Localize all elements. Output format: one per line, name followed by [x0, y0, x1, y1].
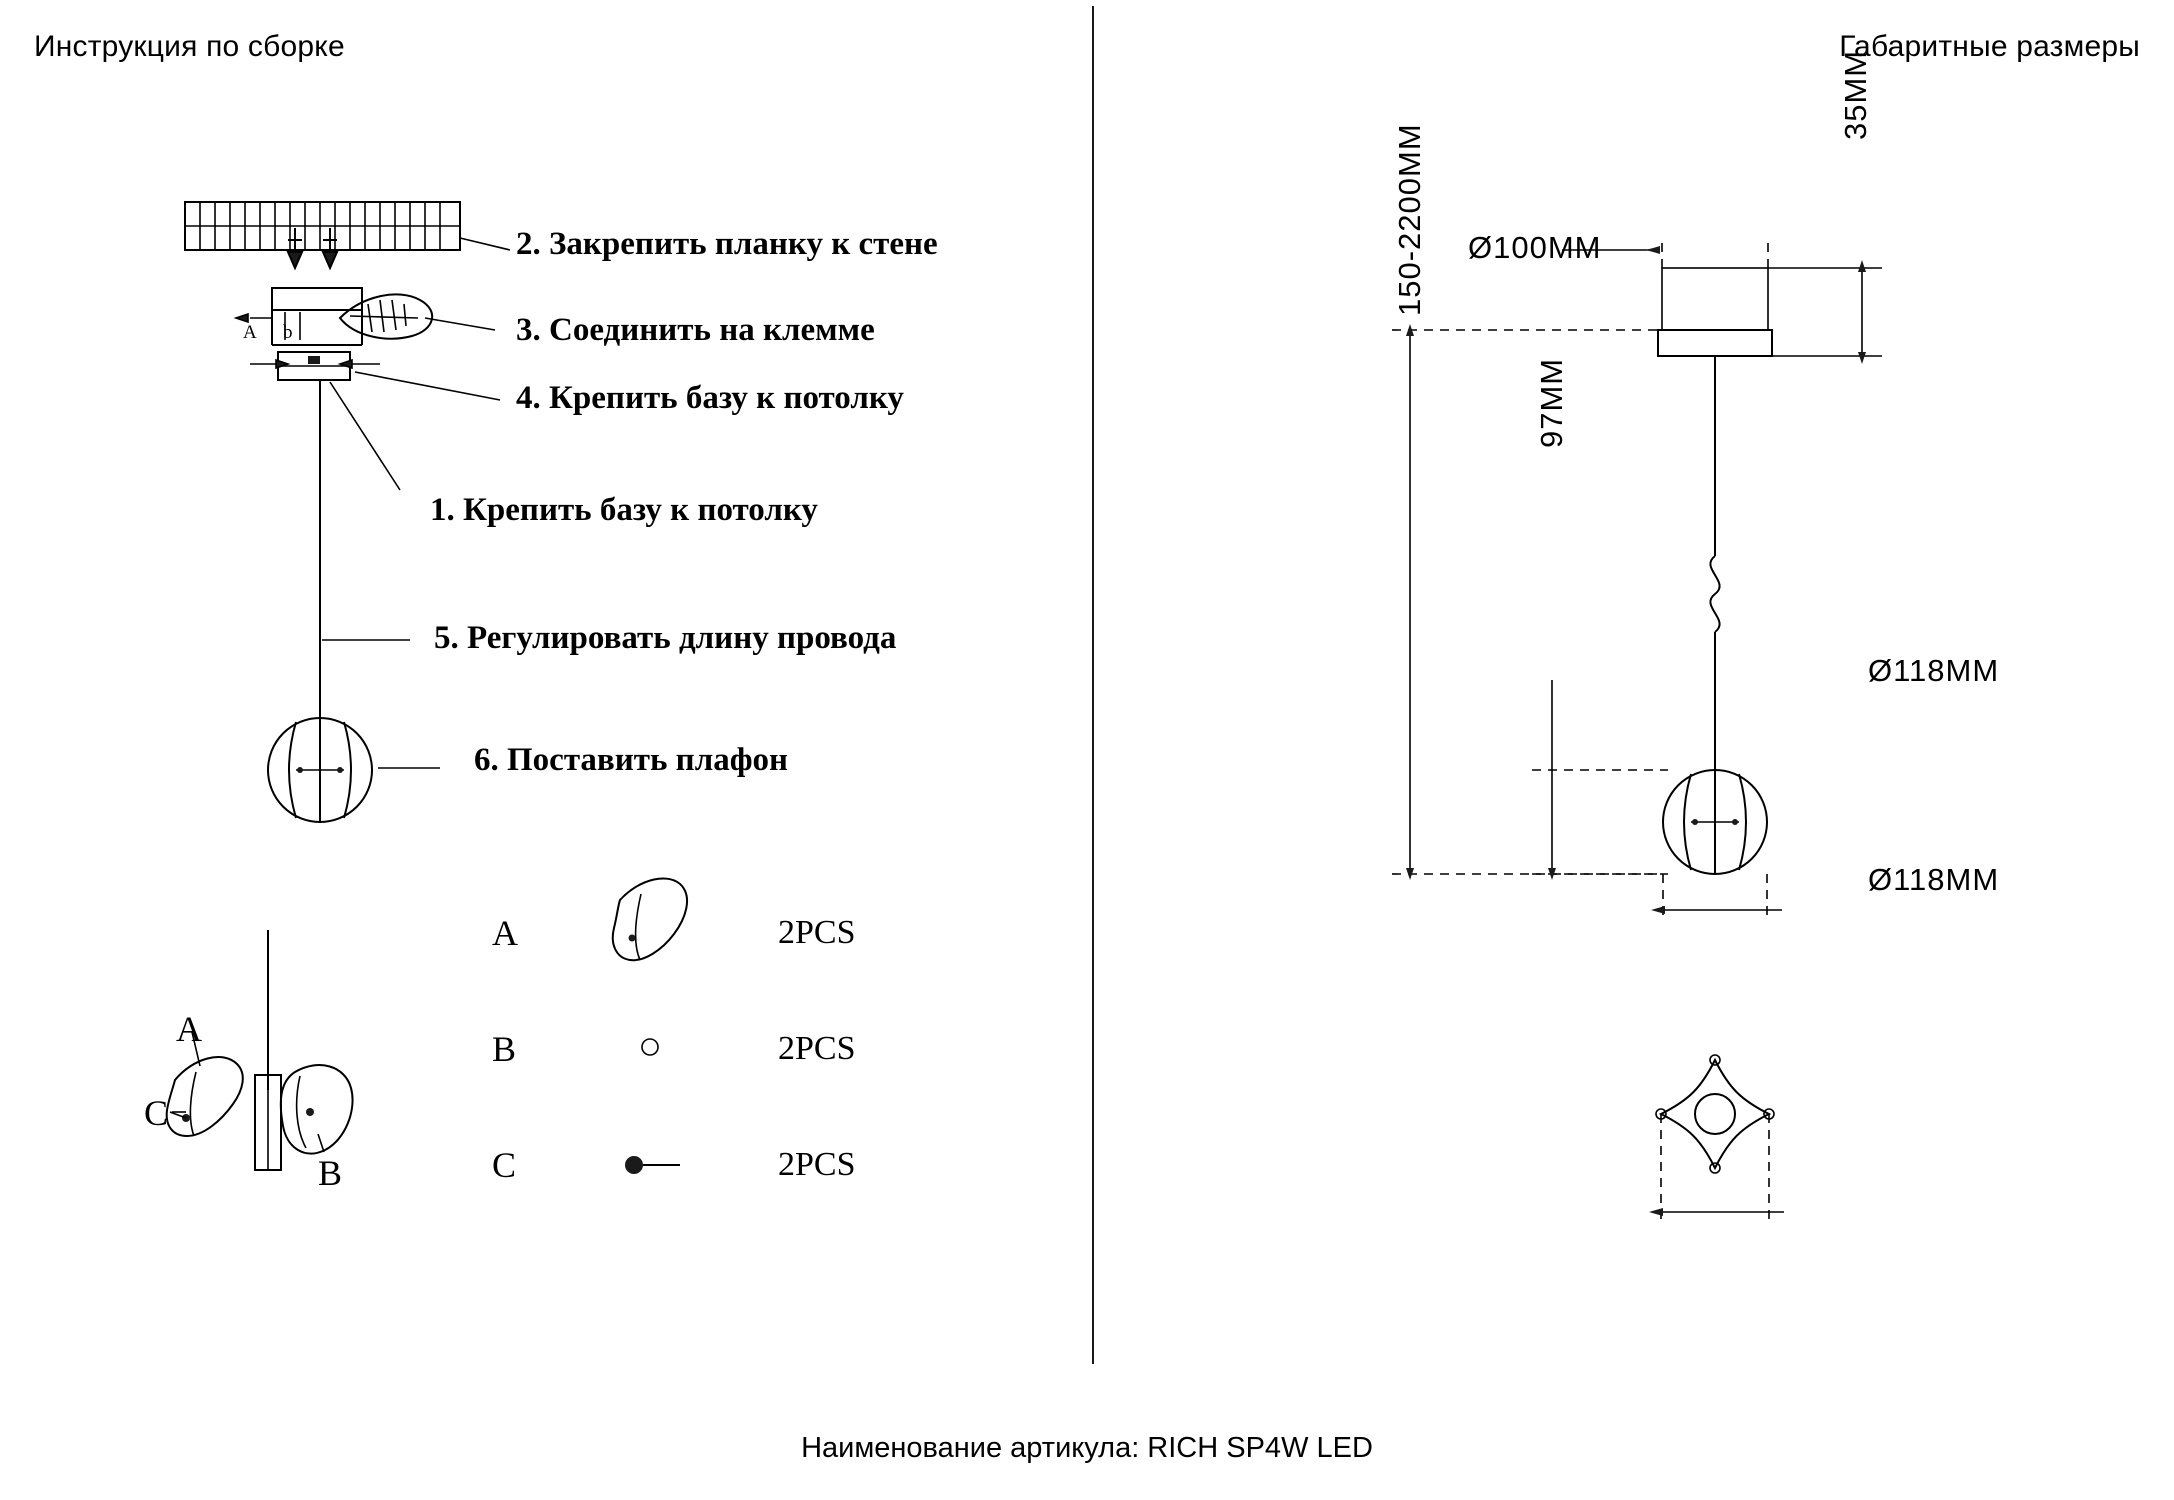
shade-shape	[1663, 770, 1767, 874]
exploded-label-b: B	[318, 1153, 343, 1193]
dim-label-shade-diameter: Ø118MM	[1868, 653, 2000, 688]
dim-label-shade-height: 97MM	[1534, 357, 1569, 448]
exploded-label-c: C	[144, 1093, 169, 1133]
page-title-assembly: Инструкция по сборке	[34, 30, 345, 63]
part-a-shape	[167, 1057, 243, 1136]
terminal-bracket-icon	[236, 288, 362, 345]
dim-plan-diameter	[1649, 1114, 1784, 1222]
dim-label-plan-diameter: Ø118MM	[1868, 862, 2000, 897]
dim-shade-height	[1532, 680, 1668, 880]
part-row-letter-a: A	[492, 913, 518, 953]
part-b-shape	[281, 1065, 353, 1154]
wall-plate-icon	[185, 202, 460, 268]
dim-shade-diameter	[1651, 874, 1782, 920]
svg-text:A: A	[243, 322, 257, 343]
part-row-letter-c: C	[492, 1145, 517, 1185]
dim-label-cord-range: 150-2200MM	[1392, 123, 1427, 316]
parts-list-icons	[613, 878, 687, 1174]
canopy-shape	[1658, 268, 1772, 356]
ceiling-base-icon	[250, 352, 380, 380]
dimension-drawing-graphics	[1092, 0, 2174, 1400]
lamp-shade-icon	[268, 718, 372, 822]
plan-view-shape	[1656, 1055, 1774, 1173]
part-row-qty-b: 2PCS	[778, 1030, 856, 1067]
assembly-step-1: 1. Крепить базу к потолку	[430, 492, 818, 528]
assembly-diagram-graphics	[0, 0, 1092, 1400]
article-name: Наименование артикула: RICH SP4W LED	[801, 1432, 1373, 1464]
part-row-qty-c: 2PCS	[778, 1146, 856, 1183]
assembly-step-3: 3. Соединить на клемме	[516, 312, 875, 348]
cord-shape	[1710, 356, 1719, 770]
part-row-letter-b: B	[492, 1029, 517, 1069]
part-row-qty-a: 2PCS	[778, 914, 856, 951]
part-icon-c	[625, 1156, 680, 1174]
dim-label-canopy-height: 35MM	[1838, 49, 1873, 140]
exploded-label-a: A	[176, 1009, 202, 1049]
dim-canopy-height	[1768, 260, 1882, 364]
assembly-step-5: 5. Регулировать длину провода	[434, 620, 897, 656]
part-icon-b	[642, 1039, 658, 1055]
page-title-dimensions: Габаритные размеры	[1839, 30, 2140, 63]
terminal-clamp-icon	[340, 294, 432, 338]
assembly-step-2: 2. Закрепить планку к стене	[516, 226, 938, 262]
dim-cord-range	[1392, 324, 1658, 880]
exploded-parts-graphic	[167, 930, 353, 1170]
dim-label-canopy-diameter: Ø100MM	[1468, 230, 1602, 265]
assembly-step-4: 4. Крепить базу к потолку	[516, 380, 904, 416]
part-icon-a	[613, 878, 687, 960]
svg-text:b: b	[283, 322, 293, 343]
assembly-step-6: 6. Поставить плафон	[474, 742, 789, 778]
